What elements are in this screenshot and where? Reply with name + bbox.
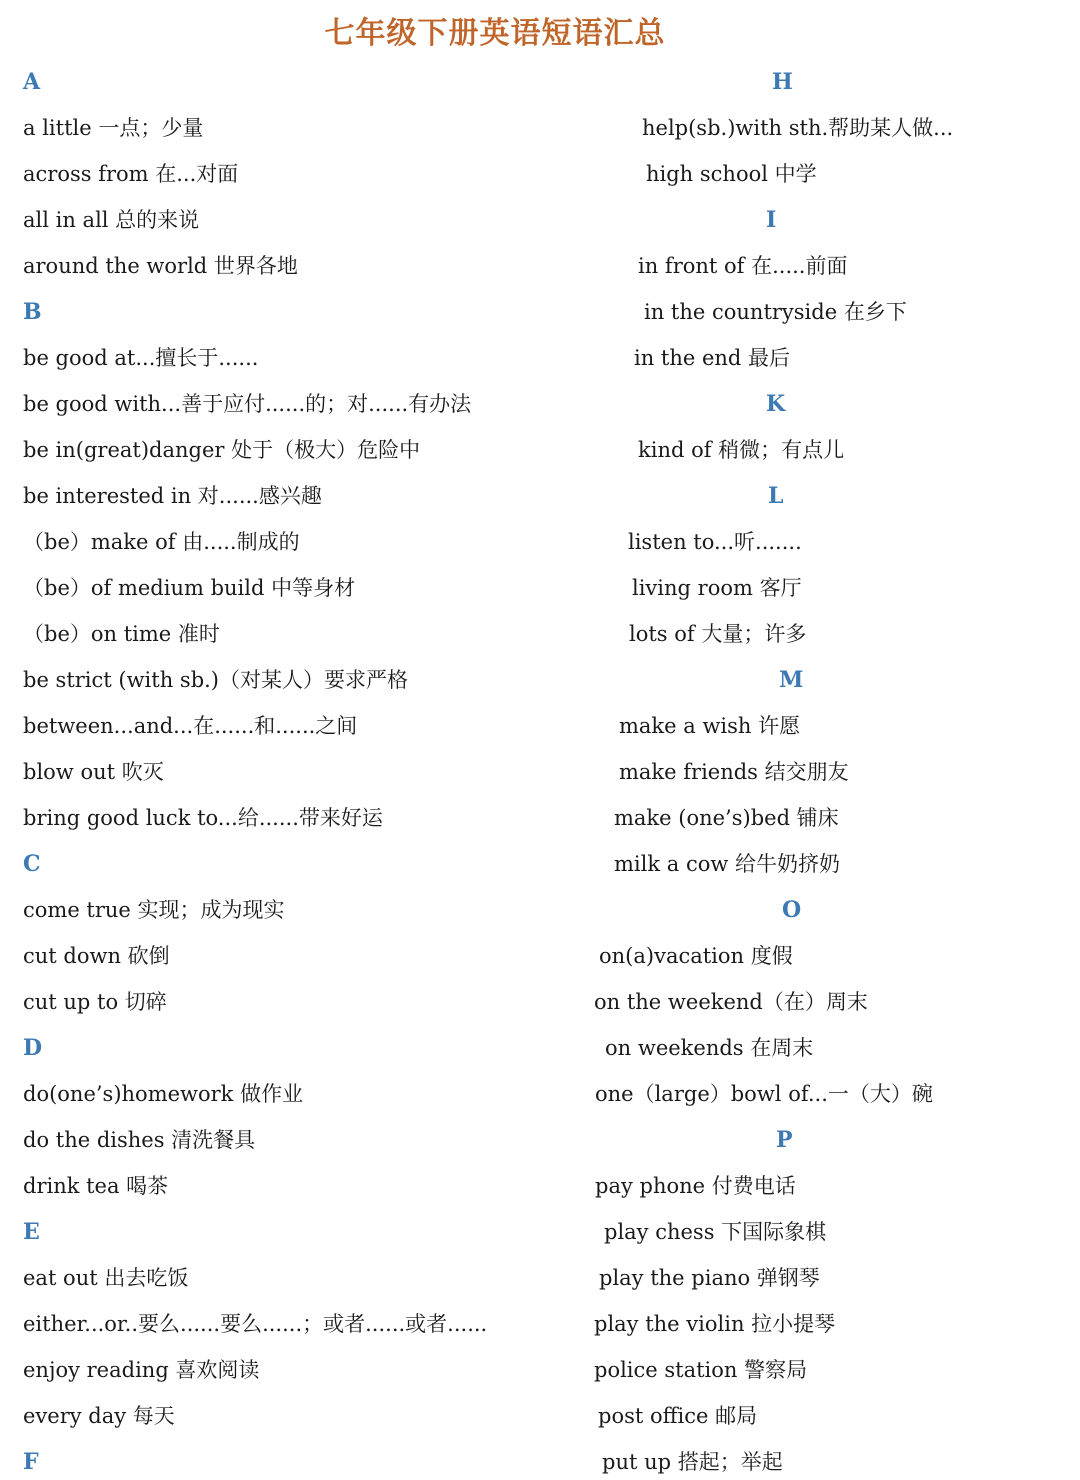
phrase-item: （be）of medium build 中等身材 — [23, 576, 356, 600]
phrase-item: in front of 在.....前面 — [638, 254, 848, 278]
phrase-item: be interested in 对......感兴趣 — [23, 484, 322, 508]
phrase-item: around the world 世界各地 — [23, 254, 298, 278]
section-letter: P — [776, 1127, 793, 1153]
phrase-item: （be）on time 准时 — [23, 622, 220, 646]
phrase-item: come true 实现；成为现实 — [23, 898, 285, 922]
phrase-item: cut down 砍倒 — [23, 944, 170, 968]
phrase-item: in the countryside 在乡下 — [644, 300, 907, 324]
phrase-item: lots of 大量；许多 — [629, 622, 807, 646]
section-letter: F — [23, 1449, 39, 1475]
phrase-item: kind of 稍微；有点儿 — [638, 438, 845, 462]
phrase-item: on the weekend（在）周末 — [594, 990, 868, 1014]
section-letter: A — [23, 69, 41, 95]
phrase-item: high school 中学 — [646, 162, 817, 186]
phrase-item: play the piano 弹钢琴 — [599, 1266, 820, 1290]
phrase-item: play the violin 拉小提琴 — [594, 1312, 836, 1336]
phrase-item: do the dishes 清洗餐具 — [23, 1128, 256, 1152]
phrase-item: make a wish 许愿 — [619, 714, 801, 738]
phrase-item: a little 一点；少量 — [23, 116, 204, 140]
phrase-item: drink tea 喝茶 — [23, 1174, 169, 1198]
phrase-item: help(sb.)with sth.帮助某人做... — [642, 116, 954, 140]
phrase-item: post office 邮局 — [598, 1404, 758, 1428]
phrase-item: be in(great)danger 处于（极大）危险中 — [23, 438, 421, 462]
phrase-item: be good with...善于应付......的；对......有办法 — [23, 392, 472, 416]
phrase-item: police station 警察局 — [594, 1358, 808, 1382]
phrase-item: listen to...听....... — [628, 530, 802, 554]
section-letter: L — [768, 483, 784, 509]
phrase-item: every day 每天 — [23, 1404, 175, 1428]
phrase-item: either...or..要么......要么......；或者......或者...... — [23, 1312, 488, 1336]
phrase-item: （be）make of 由.....制成的 — [23, 530, 300, 554]
phrase-item: cut up to 切碎 — [23, 990, 167, 1014]
phrase-item: milk a cow 给牛奶挤奶 — [614, 852, 840, 876]
phrase-item: enjoy reading 喜欢阅读 — [23, 1358, 260, 1382]
phrase-item: all in all 总的来说 — [23, 208, 200, 232]
section-letter: D — [23, 1035, 43, 1061]
phrase-item: play chess 下国际象棋 — [604, 1220, 827, 1244]
phrase-item: bring good luck to...给......带来好运 — [23, 806, 383, 830]
section-letter: B — [23, 299, 42, 325]
phrase-item: living room 客厅 — [632, 576, 802, 600]
phrase-item: blow out 吹灭 — [23, 760, 164, 784]
phrase-item: between...and...在......和......之间 — [23, 714, 358, 738]
section-letter: M — [779, 667, 804, 693]
section-letter: E — [23, 1219, 40, 1245]
phrase-item: do(one’s)homework 做作业 — [23, 1082, 304, 1106]
section-letter: H — [772, 69, 793, 95]
phrase-item: across from 在...对面 — [23, 162, 239, 186]
phrase-item: one（large）bowl of...一（大）碗 — [595, 1082, 933, 1106]
phrase-item: put up 搭起；举起 — [602, 1450, 783, 1474]
phrase-item: pay phone 付费电话 — [595, 1174, 796, 1198]
phrase-item: on(a)vacation 度假 — [599, 944, 793, 968]
phrase-item: be strict (with sb.)（对某人）要求严格 — [23, 668, 409, 692]
section-letter: O — [782, 897, 802, 923]
section-letter: I — [766, 207, 777, 233]
phrase-item: make friends 结交朋友 — [619, 760, 849, 784]
phrase-item: on weekends 在周末 — [605, 1036, 814, 1060]
section-letter: C — [23, 851, 41, 877]
section-letter: K — [766, 391, 786, 417]
phrase-item: in the end 最后 — [634, 346, 791, 370]
page-title: 七年级下册英语短语汇总 — [324, 16, 666, 51]
phrase-item: make (one’s)bed 铺床 — [614, 806, 839, 830]
phrase-item: eat out 出去吃饭 — [23, 1266, 189, 1290]
phrase-item: be good at...擅长于...... — [23, 346, 259, 370]
